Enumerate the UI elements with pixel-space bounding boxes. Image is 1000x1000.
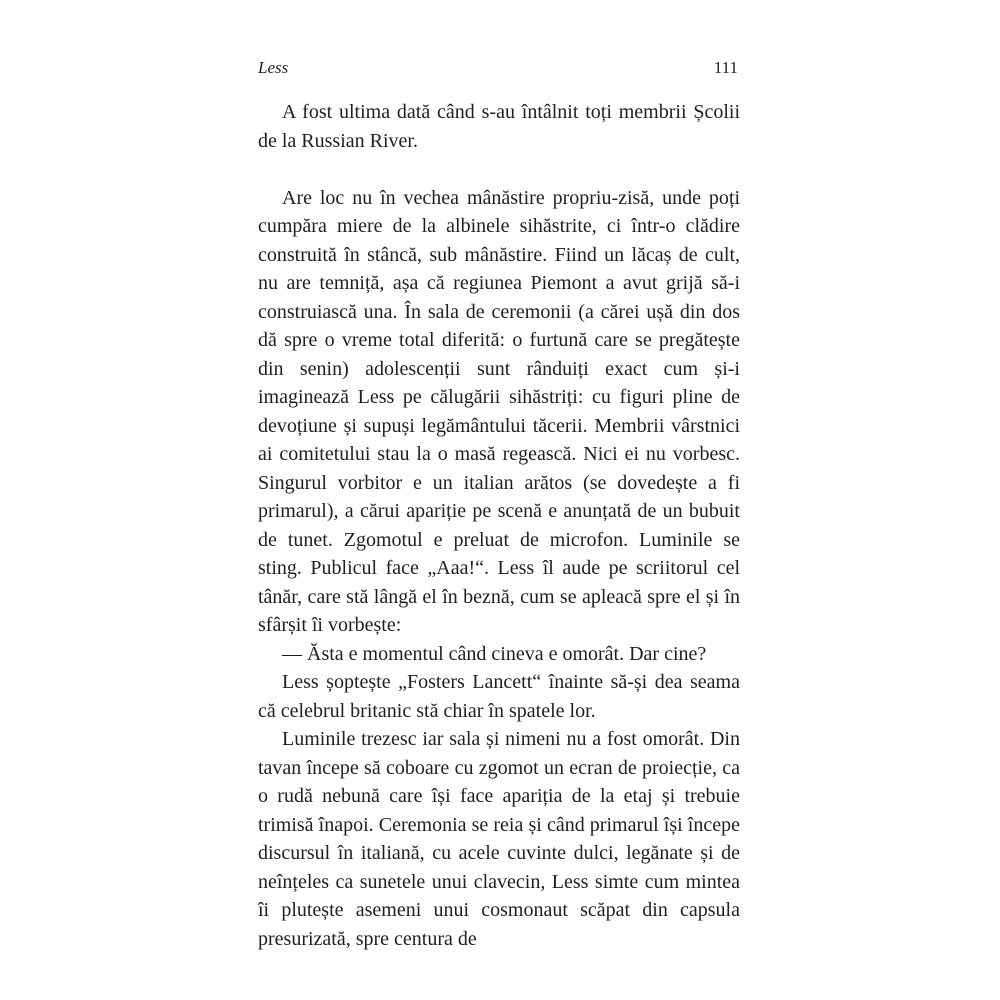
page-number: 111 bbox=[713, 58, 738, 77]
paragraph-5: Luminile trezesc iar sala și nimeni nu a fost omorât. Din tavan începe să coboare cu zgomot un ecran de proiecție, ca o rudă nebună care își face apariția de la etaj și trebuie trimisă înapoi. Ceremonia se reia și când primarul își începe discursul în italiană, cu acele cuvinte dulci, legănate și de neînțeles ca sunetele unui clavecin, Less simte cum mintea îi plutește asemeni unui cosmonaut scăpat din capsula presurizată, spre centura de bbox=[258, 728, 740, 950]
running-head bbox=[258, 56, 738, 80]
paragraph-3-dialogue: — Ăsta e momentul când cineva e omorât. Dar cine? bbox=[282, 642, 707, 665]
paragraph-1: A fost ultima dată când s-au întâlnit toți membrii Școlii de la Russian River. bbox=[258, 101, 740, 152]
body-text bbox=[258, 98, 740, 953]
paragraph-2: Are loc nu în vechea mânăstire propriu-zisă, unde poți cumpăra miere de la albinele sihăstrite, ci într-o clădire construită în stâncă, sub mânăstire. Fiind un lăcaș de cult, nu are temniță, așa că regiunea Piemont a avut grijă să-i construiască una. În sala de ceremonii (a cărei ușă din dos dă spre o vreme total diferită: o furtună care se pregătește din senin) adolescenții sunt rânduiți exact cum și-i imaginează Less pe călugării sihăstriți: cu figuri pline de devoțiune și supuși legământului tăcerii. Membrii vârstnici ai comitetului stau la o masă regească. Nici ei nu vorbesc. Singurul vorbitor e un italian arătos (se dovedește a fi primarul), a cărui apariție pe scenă e anunțată de un bubuit de tunet. Zgomotul e preluat de microfon. Luminile se sting. Publicul face „Aaa!“. Less îl aude pe scriitorul cel tânăr, care stă lângă el în beznă, cum se apleacă spre el și în sfârșit îi vorbește: bbox=[258, 186, 740, 636]
running-title: Less bbox=[258, 58, 289, 77]
paragraph-4: Less șoptește „Fosters Lancett“ înainte să-și dea seama că celebrul britanic stă chiar în spatele lor. bbox=[258, 671, 740, 722]
